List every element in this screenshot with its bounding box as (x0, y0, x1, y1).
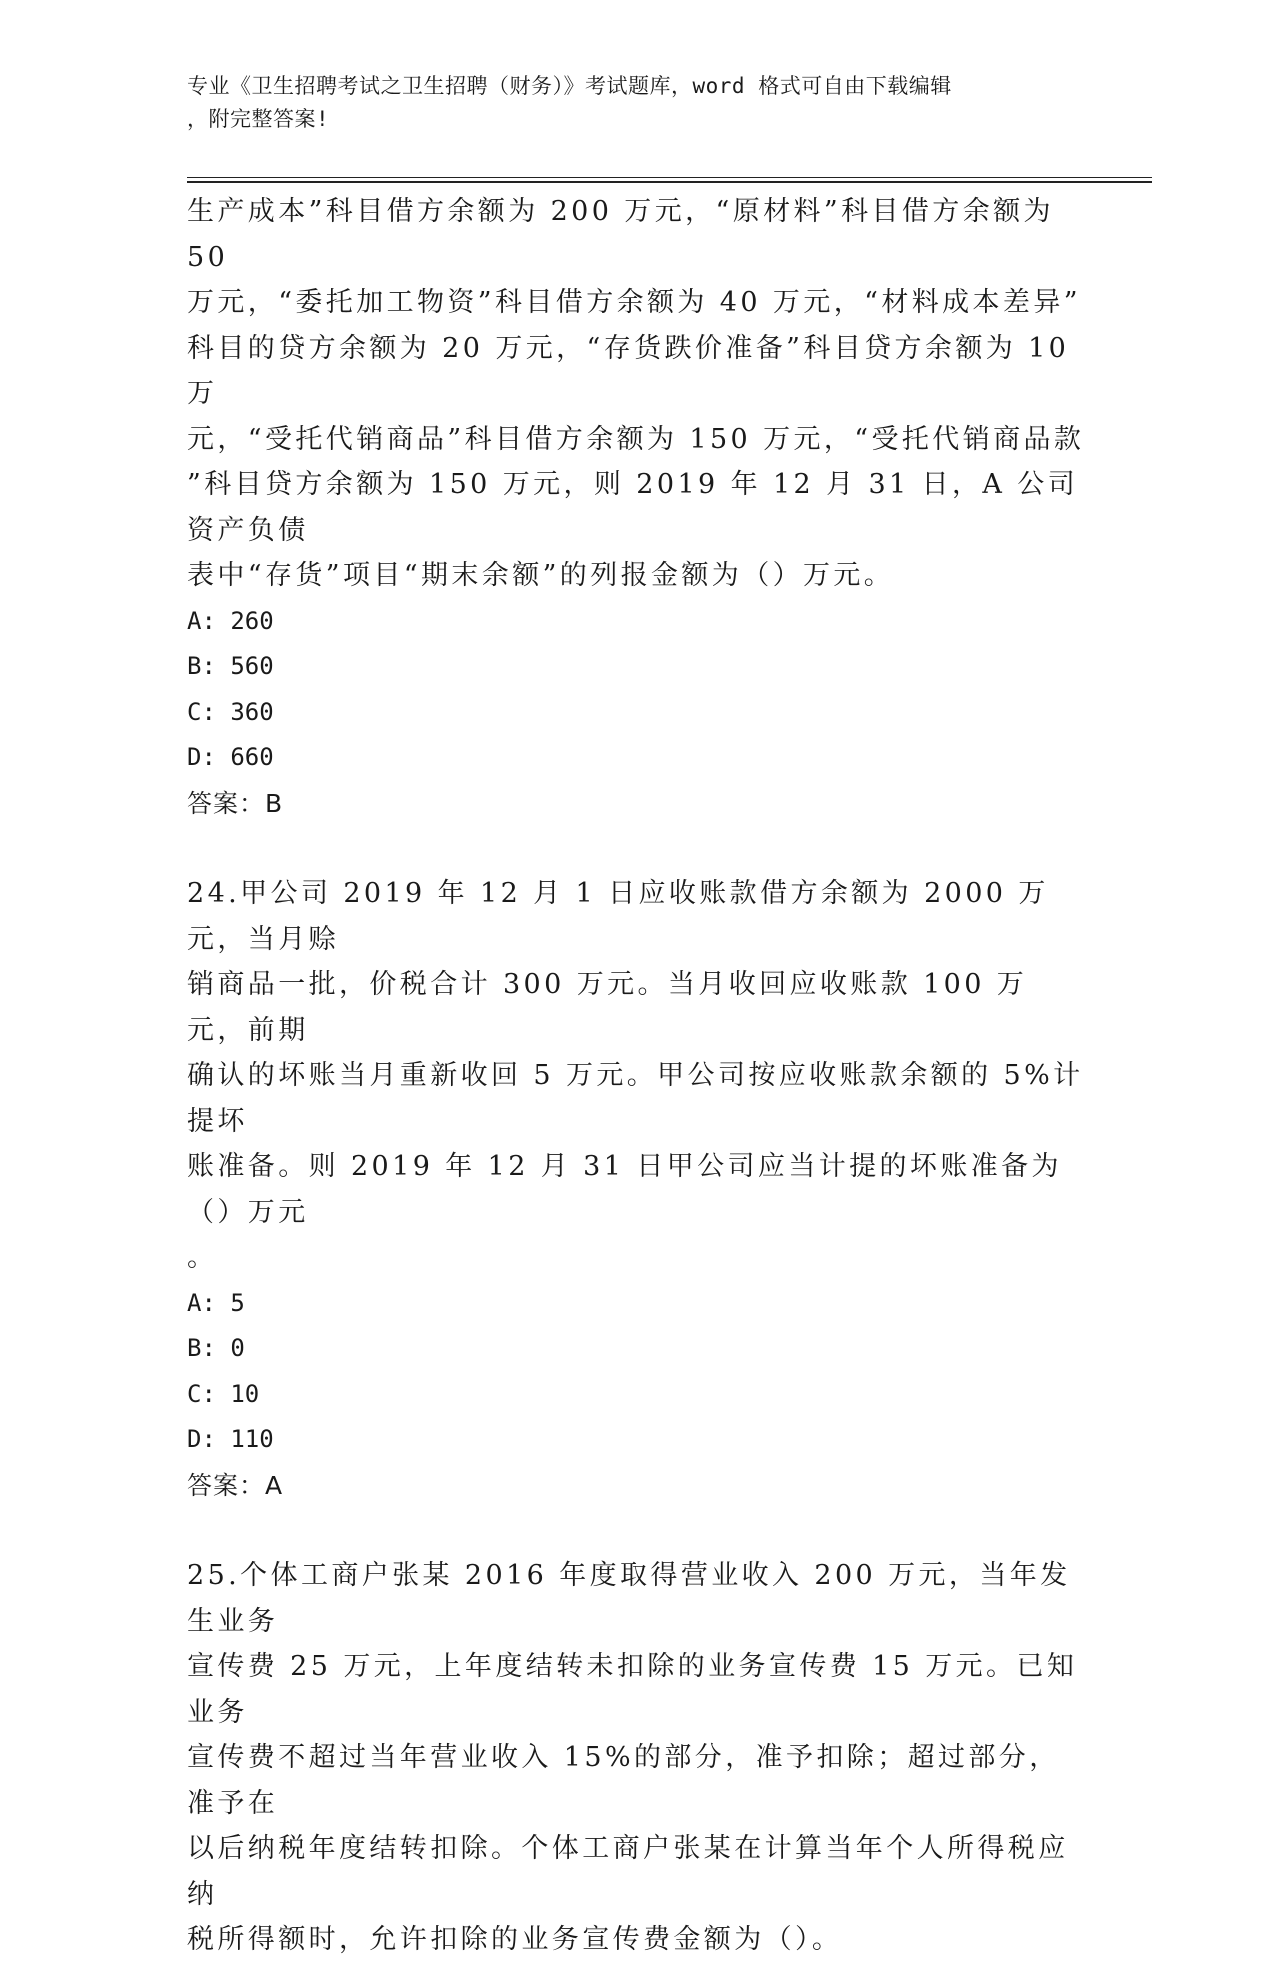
question-text-line: 宣传费 25 万元，上年度结转未扣除的业务宣传费 15 万元。已知业务 (187, 1651, 1078, 1728)
question-25 (187, 1553, 1087, 1963)
question-text-line: 税所得额时，允许扣除的业务宣传费金额为（）。 (187, 1924, 843, 1955)
question-24 (187, 871, 1087, 1508)
question-text-line: 万元，“委托加工物资”科目借方余额为 40 万元，“材料成本差异” (187, 287, 1081, 318)
document-header (187, 70, 1067, 136)
header-rule-thick (187, 181, 1152, 183)
spacer (187, 826, 1087, 871)
question-text-line: 科目的贷方余额为 20 万元，“存货跌价准备”科目贷方余额为 10 万 (187, 332, 1082, 409)
option-c: C: 360 (187, 697, 274, 726)
option-d: D: 660 (187, 743, 274, 771)
question-text-line: 宣传费不超过当年营业收入 15%的部分，准予扣除；超过部分，准予在 (187, 1742, 1060, 1819)
header-rule-thin (187, 177, 1152, 178)
answer-label: 答案：A (187, 1470, 284, 1500)
question-text-line: 销商品一批，价税合计 300 万元。当月收回应收账款 100 万元，前期 (187, 969, 1028, 1046)
question-text-line: 。 (187, 1242, 218, 1273)
option-b: B: 0 (187, 1334, 245, 1362)
question-text-line: 25.个体工商户张某 2016 年度取得营业收入 200 万元，当年发生业务 (187, 1560, 1071, 1637)
question-text-line: 元，“受托代销商品”科目借方余额为 150 万元，“受托代销商品款 (187, 423, 1085, 455)
option-d: D: 110 (187, 1425, 274, 1453)
question-text-line: 表中“存货”项目“期末余额”的列报金额为（）万元。 (187, 560, 895, 591)
question-text-line: 生产成本”科目借方余额为 200 万元，“原材料”科目借方余额为 50 (187, 196, 1066, 273)
question-text-line: 24.甲公司 2019 年 12 月 1 日应收账款借方余额为 2000 万元，当月赊 (187, 878, 1049, 955)
option-a: A: 5 (187, 1288, 245, 1317)
spacer (187, 1508, 1087, 1553)
answer-label: 答案：B (187, 788, 284, 818)
header-title-line-1: 专业《卫生招聘考试之卫生招聘（财务）》考试题库，word 格式可自由下载编辑 (187, 74, 952, 98)
header-title-line-2: ，附完整答案! (187, 107, 330, 131)
question-text-line: 账准备。则 2019 年 12 月 31 日甲公司应当计提的坏账准备为（）万元 (187, 1151, 1062, 1228)
question-text-line: 确认的坏账当月重新收回 5 万元。甲公司按应收账款余额的 5%计提坏 (187, 1060, 1084, 1137)
question-content (187, 189, 1087, 1963)
option-a: A: 260 (187, 606, 274, 635)
question-text-line: ”科目贷方余额为 150 万元，则 2019 年 12 月 31 日，A 公司资产负债 (187, 469, 1079, 546)
question-23 (187, 189, 1087, 826)
question-text-line: 以后纳税年度结转扣除。个体工商户张某在计算当年个人所得税应纳 (187, 1833, 1069, 1910)
option-c: C: 10 (187, 1379, 260, 1408)
option-b: B: 560 (187, 652, 274, 680)
